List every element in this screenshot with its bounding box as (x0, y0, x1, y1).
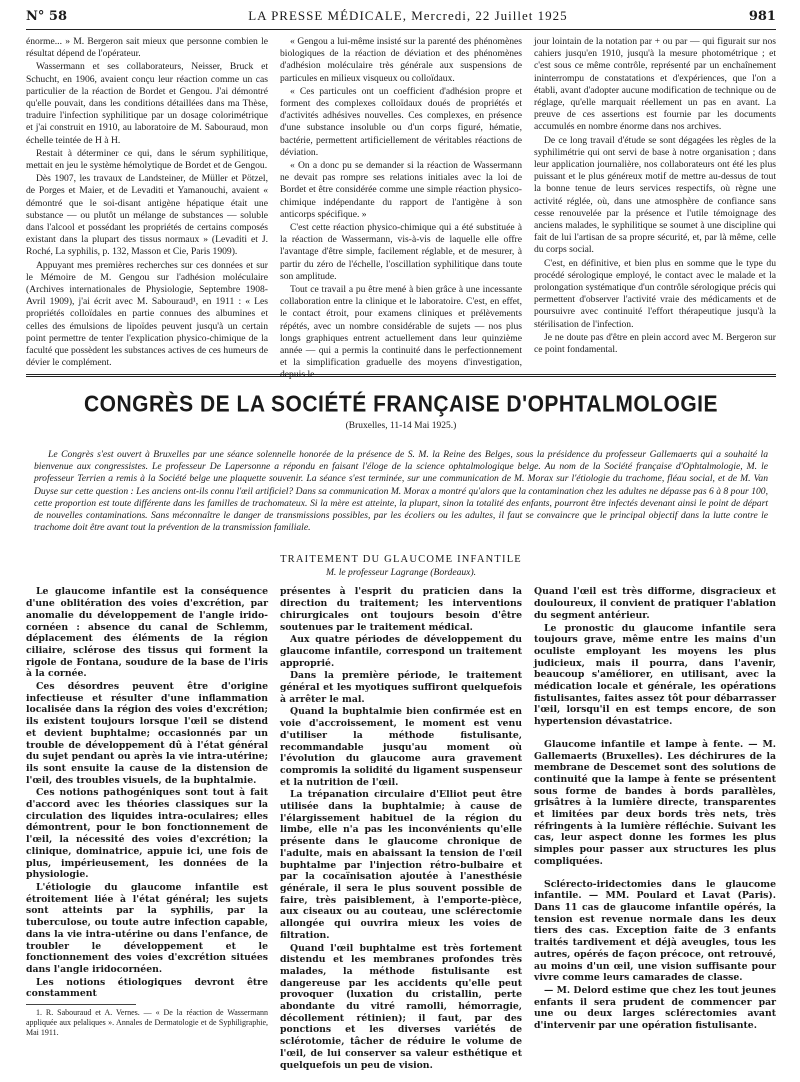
paragraph-gap (534, 869, 776, 879)
paragraph: Wassermann et ses collaborateurs, Neisser, Bruck et Schucht, en 1906, avaient conçu leur réaction comme un cas particulier de la réaction de Bordet et Gengou. J'ai démontré qu'elle pouvait, dans les conditions détaillées dans ma Thèse, traduire l'infection syphilitique par un dosage colorimétrique et j'ai construit en 1910, au laboratoire de M. Sabouraud, mon échelle teintée de H à H. (26, 61, 268, 146)
article-author (26, 567, 776, 578)
article-column-2 (280, 586, 522, 1071)
paragraph: Je ne doute pas d'être en plein accord avec M. Bergeron sur ce point fondamental. (534, 331, 776, 356)
paragraph: Restait à déterminer ce qui, dans le sérum syphilitique, mettait en jeu le système hémolytique de Bordet et de Gengou. (26, 147, 268, 172)
paragraph: Quand l'œil buphtalme est très fortement distendu et les membranes profondes très malades, la méthode fistulisante est dangereuse par les accidents qu'elle peut provoquer (luxation du cristallin, perte abondante du vitré ramolli, hémorragie, décollement rétinien); il faut, par des ponctions et les diverses variétés de sclérotomie, tâcher de réduire le volume de l'œil, de lui conserver sa valeur esthétique et quelquefois un peu de vision. (280, 942, 522, 1071)
footnote: 1. R. Sabouraud et A. Vernes. — « De la réaction de Wassermann appliquée aux pelaliques ». Annales de Dermatologie et de Syphiligraphie, Mai 1911. (26, 1008, 268, 1038)
paragraph: Ces notions pathogéniques sont tout à fait d'accord avec les théories classiques sur la circulation des liquides intra-oculaires; elles démontrent, pour le bon fonctionnement de l'œil, la nécessité des voies d'excrétion; la clinique, dominatrice, appuie ici, une fois de plus, impérieusement, les données de la physiologie. (26, 787, 268, 881)
paragraph: Appuyant mes premières recherches sur ces données et sur le Mémoire de M. Gengou sur l'adhésion moléculaire (Archives internationales de Physiologie, Septembre 1908-Avril 1909), j'ai écrit avec M. Sabouraud¹, en 1911 : « Les propriétés colloïdales en partie connues des albumines et celles des émulsions de lipoïdes peuvent jusqu'à un certain point permettre de tenter l'explication physico-chimique de la faculté que possèdent les substances actives de ces humeurs de dévier le complément. (26, 259, 268, 369)
article-column-3 (534, 586, 776, 1032)
article-column-1 (26, 586, 268, 1038)
top-article-columns (26, 36, 776, 381)
paragraph: Quand la buphtalmie bien confirmée est en voie d'accroissement, le moment est venu d'utiliser la méthode fistulisante, recommandable jusqu'au moment où l'évolution du glaucome aura gravement compromis la solidité du ligament suspenseur et la nutrition de l'œil. (280, 706, 522, 788)
paragraph-gap (534, 729, 776, 739)
journal-title: LA PRESSE MÉDICALE, Mercredi, 22 Juillet 1925 (248, 8, 568, 23)
paragraph: Dès 1907, les travaux de Landsteiner, de Müller et Pötzel, de Porges et Maier, et de Levaditi et Yamanouchi, avaient « démontré que le soi-disant antigène hépatique était une substance — ou plutôt un mélange de substances — soluble dans l'alcool et possédant les propriétés de certains composés existant dans la plupart des tissus normaux » (Levaditi et J. Roché, La syphilis, p. 132, Masson et Cie, Paris 1909). (26, 173, 268, 258)
congress-title: CONGRÈS DE LA SOCIÉTÉ FRANÇAISE D'OPHTALMOLOGIE (83, 391, 719, 418)
paragraph: — M. Delord estime que chez les tout jeunes enfants il sera prudent de commencer par une ou deux larges sclérectomies avant d'intervenir par une opération fistulisante. (534, 984, 776, 1032)
issue-number: N° 58 (26, 9, 67, 24)
paragraph: énorme... » M. Bergeron sait mieux que personne combien le résultat dépend de l'opérateur. (26, 36, 268, 60)
article-title: TRAITEMENT DU GLAUCOME INFANTILE (280, 554, 522, 566)
paragraph: Aux quatre périodes de développement du glaucome infantile, correspond un traitement approprié. (280, 634, 522, 669)
top-column-1 (26, 36, 268, 368)
paragraph: Le pronostic du glaucome infantile sera toujours grave, même entre les mains d'un oculiste employant les moyens les plus judicieux, mais il pourra, dans l'avenir, beaucoup s'améliorer, en utilisant, avec la médication locale et générale, les opérations fistulisantes, faites assez tôt pour débarrasser l'œil, lorsqu'il en est temps encore, de son hypertension dévastatrice. (534, 622, 776, 728)
paragraph: Ces désordres peuvent être d'origine infectieuse et résulter d'une inflammation localisée dans la région des voies d'excrétion; ils existent toujours lorsque l'œil se distend et devient buphtalme; occasionnés par un trouble de développement dû à l'état général du sujet pendant ou après la vie intra-utérine; ils sont ensuite la cause de la distension de l'œil, des troubles visuels, de la buphtalmie. (26, 681, 268, 786)
paragraph: C'est cette réaction physico-chimique qui a été substituée à la réaction de Wassermann, vis-à-vis de laquelle elle offre l'avantage d'être simple, facilement réglable, et de mesurer, à partir du zéro de l'échelle, l'oscillation syphilitique dans toute son amplitude. (280, 222, 522, 282)
newspaper-page (26, 8, 776, 1071)
paragraph: La trépanation circulaire d'Elliot peut être utilisée dans la buphtalmie; à cause de l'élargissement habituel de la région du limbe, elle n'a pas les inconvénients qu'elle présente dans le glaucome chronique de l'adulte, mais en abaissant la tension de l'œil buphtalme par l'injection rétro-bulbaire et par la cocaïnisation ajoutée à l'anesthésie générale, il sera le plus souvent possible de faire, très paisiblement, à l'emporte-pièce, aux ciseaux ou au couteau, une sclérectomie allongée qui ouvrira mieux les voies de filtration. (280, 789, 522, 941)
paragraph: Sclérecto-iridectomies dans le glaucome infantile. — MM. Poulard et Lavat (Paris). Dans 11 cas de glaucome infantile opérés, la tension est revenue normale dans les deux tiers des cas. Exception faite de 3 enfants traités tardivement et déjà aveugles, tous les autres, opérés de façon précoce, ont retrouvé, au moins d'un œil, une vision suffisante pour vivre comme leurs camarades de classe. (534, 878, 776, 984)
paragraph: « On a donc pu se demander si la réaction de Wassermann ne devait pas rompre ses relations initiales avec la loi de Bordet et être considérée comme une simple réaction physico-chimique indépendante du rapport de l'antigène à son anticorps spécifique. » (280, 160, 522, 220)
paragraph: Tout ce travail a pu être mené à bien grâce à une incessante collaboration entre la clinique et le laboratoire. C'est, en effet, le contact étroit, pour examens cliniques et prélèvements répétés, avec un nombre considérable de sujets — nos plus longs graphiques entrent actuellement dans leur quinzième année — qui a permis la continuité dans le perfectionnement et la simplification graduelle des moyens d'investigation, depuis le (280, 284, 522, 381)
author-name: M. le professeur Lagrange (Bordeaux). (325, 567, 477, 579)
paragraph: présentes à l'esprit du praticien dans la direction du traitement; les interventions chirurgicales ont toujours besoin d'être soutenues par le traitement médical. (280, 586, 522, 633)
paragraph: Quand l'œil est très difforme, disgracieux et douloureux, il convient de pratiquer l'ablation du segment antérieur. (534, 586, 776, 621)
paragraph: Le glaucome infantile est la conséquence d'une oblitération des voies d'excrétion, par anomalie du développement de l'angle irido-cornéen : absence du canal de Schlemm, déplacement des éléments de la région ciliaire, sclérose des tissus qui forment la rigole de Fontana, soudure de la base de l'iris à la cornée. (26, 586, 268, 680)
article-columns (26, 586, 776, 1071)
paragraph: jour lointain de la notation par + ou par — qui figurait sur nos cahiers jusqu'en 1910, jusqu'à la mesure photométrique ; et c'est sous ce même contrôle, représenté par un enchaînement ininterrompu de constatations et d'expériences, que l'on a établi, avant d'adopter aucune modification de technique ou de réglage, qu'elle marquait réellement un pas en avant. La preuve de ces assertions est fournie par les documents accumulés en nombre énorme dans nos archives. (534, 36, 776, 133)
paragraph: Dans la première période, le traitement général et les myotiques suffiront quelquefois à arrêter le mal. (280, 670, 522, 705)
congress-subtitle: (Bruxelles, 11-14 Mai 1925.) (345, 421, 457, 431)
paragraph: C'est, en définitive, et bien plus en somme que le type du procédé sérologique employé, le contact avec le malade et la prolongation systématique d'un contrôle sérologique précis qui permettent d'observer l'activité vraie des médicaments et de poursuivre avec continuité l'effort thérapeutique jusqu'à la stérilisation de l'infection. (534, 257, 776, 330)
paragraph: « Gengou a lui-même insisté sur la parenté des phénomènes biologiques de la réaction de déviation et des phénomènes d'adhésion moléculaire très générale aux suspensions de particules en milieux visqueux ou colloïdaux. (280, 36, 522, 84)
page-header (26, 8, 776, 30)
paragraph: Les notions étiologiques devront être constamment (26, 976, 268, 1000)
paragraph: De ce long travail d'étude se sont dégagées les règles de la syphilimétrie qui ont servi de base à notre organisation ; dans leur application journalière, nos collaborateurs ont été les plus puissant et le plus généreux motif de mettre au-dessus de tout la bonne tenue de leurs services respectifs, où règne une activité réglée, où, dans une atmosphère de confiance sans cesse renouvelée par la présence et l'utile témoignage des anciens malades, le syphilitique se soumet à une discipline qui fait de lui l'artisan de sa propre sécurité, et, par là même, celle du corps social. (534, 134, 776, 256)
top-column-3 (534, 36, 776, 368)
paragraph: Glaucome infantile et lampe à fente. — M. Gallemaerts (Bruxelles). Les déchirures de la membrane de Descemet sont des solutions de continuité que la lampe à fente se présentent sous forme de bandes à bords parallèles, grisâtres à la lumière directe, transparentes et limitées par deux bords très nets, très réfringents à la lumière réfléchie. Suivant les cas, leur aspect donne les formes les plus simples pour passer aux structures les plus compliquées. (534, 738, 776, 867)
top-column-2 (280, 36, 522, 381)
page-number: 981 (748, 9, 776, 24)
paragraph: « Ces particules ont un coefficient d'adhésion propre et forment des complexes colloïdaux doués de propriétés et d'activités adhésives nouvelles. Ces complexes, en présence d'une substance insoluble ou d'un corps figuré, hématie, bactérie, permettent artificiellement de véritables réactions de déviation. (280, 85, 522, 158)
congress-intro: Le Congrès s'est ouvert à Bruxelles par une séance solennelle honorée de la présence de S. M. la Reine des Belges, sous la présidence du professeur Gallemaerts qui a souhaité la bienvenue aux congressistes. Le professeur De Lapersonne a répondu en faisant l'éloge de la science ophtalmologique belge. Au nom de la Société française d'Ophtalmologie, M. le professeur Terrien a remis à la Société belge une plaquette souvenir. La séance s'est terminée, sur une communication de M. Morax sur l'étiologie du trachome, fléau social, et de M. Van Duyse sur cette question : Les anciens ont-ils connu l'œil artificiel? Dans sa communication M. Morax a montré qu'alors que la contamination chez les adultes ne dépasse pas 6 à 8 pour 100, cette proportion est toute différente dans les familles de trachomateux. Si la mère est atteinte, la plupart, sinon la totalité des enfants, pourront être infectés devenant ainsi le point de départ de nouvelles contaminations. Sans méconnaître le danger de transmissions possibles, par les écoliers ou les adultes, il faut se convaincre que le principal objectif dans la lutte contre le trachome doit être avant tout la prévention de la transmission familiale. (34, 449, 768, 534)
footnote-rule (26, 1004, 136, 1005)
paragraph: L'étiologie du glaucome infantile est étroitement liée à l'état général; les sujets sont atteints par la syphilis, par la tuberculose, ou toute autre infection capable, dans la vie intra-utérine ou dans l'enfance, de troubler le développement et le fonctionnement des voies d'excrétion situées dans l'angle iridocornéen. (26, 882, 268, 975)
